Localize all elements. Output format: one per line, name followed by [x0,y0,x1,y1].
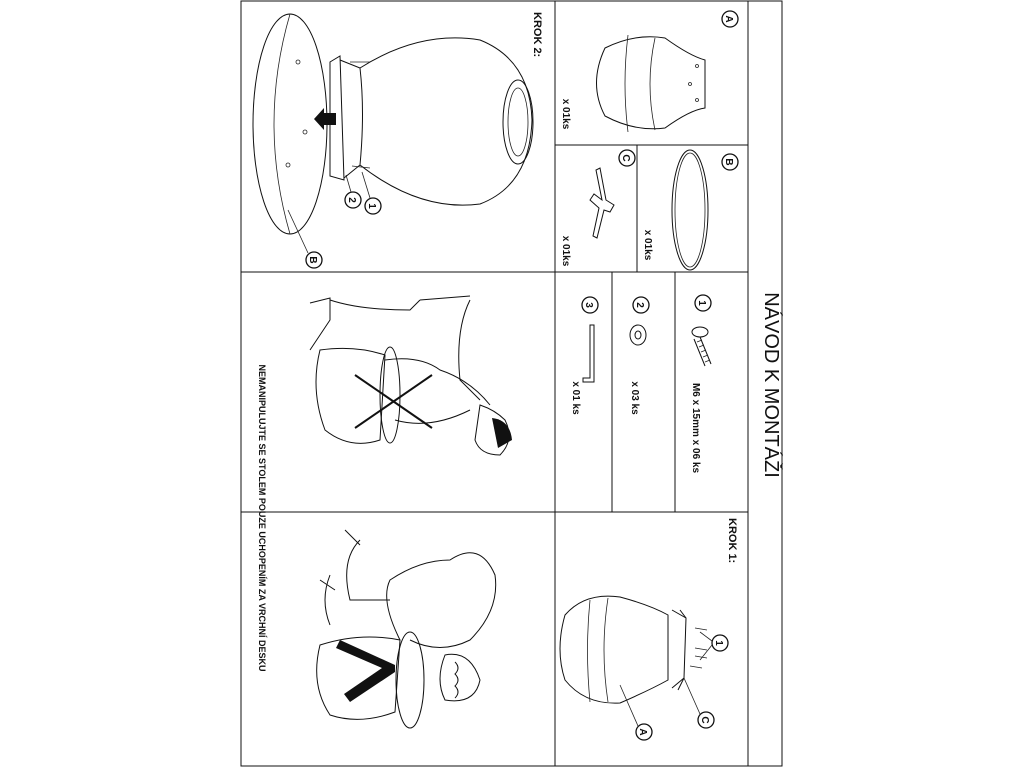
part-c-letter: C [620,154,631,162]
part-b-letter: B [723,158,734,166]
hardware-2-panel [629,297,649,415]
hardware-1-panel [690,295,711,473]
step-1-label: KROK 1: [726,518,738,564]
step-2-label: KROK 2: [531,12,543,58]
step-1-callout-c-text: C [699,716,710,724]
wrong-handling-illustration [310,296,512,455]
handling-warning-text: NEMANIPULUJTE SE STOLEM POUZE UCHOPENÍM ZA VRCHNÍ DESKU [257,364,267,672]
part-a-quantity: x 01ks [560,98,571,130]
step-2-callout-1-text: 1 [366,203,377,209]
step-1-callout-1-text: 1 [713,640,724,646]
checkmark-icon [336,640,395,702]
step-2-assembly-drawing [253,14,533,234]
hardware-3-panel [570,297,598,415]
part-c-panel [560,150,635,267]
step-2-panel [253,12,543,268]
washer-icon [630,325,646,345]
part-c-quantity: x 01ks [560,235,571,267]
hardware-1-spec: M6 x 15mm x 06 ks [690,382,701,474]
correct-handling-illustration [317,530,496,728]
hardware-3-spec: x 01 ks [570,381,581,415]
step-1-vase-drawing [560,596,707,703]
hardware-2-number: 2 [634,302,645,308]
part-b-quantity: x 01ks [642,229,653,261]
step-2-callout-2-text: 2 [346,197,357,203]
hardware-1-number: 1 [696,300,707,306]
part-a-panel [560,11,738,132]
bolt-icon [692,327,711,366]
part-b-tabletop-drawing [672,150,708,270]
step-2-callout-b-text: B [307,256,318,264]
part-c-bracket-drawing [590,168,614,238]
hardware-3-number: 3 [583,302,594,308]
page-title: NÁVOD K MONTÁŽI [760,292,782,478]
part-a-vase-drawing [597,35,706,132]
step-1-panel [560,518,738,740]
hardware-2-spec: x 03 ks [629,381,640,415]
allen-key-icon [583,325,594,382]
part-a-letter: A [723,15,734,23]
arrow-left-icon [314,108,336,130]
step-1-callout-a-text: A [637,728,648,736]
part-b-panel [642,150,738,270]
